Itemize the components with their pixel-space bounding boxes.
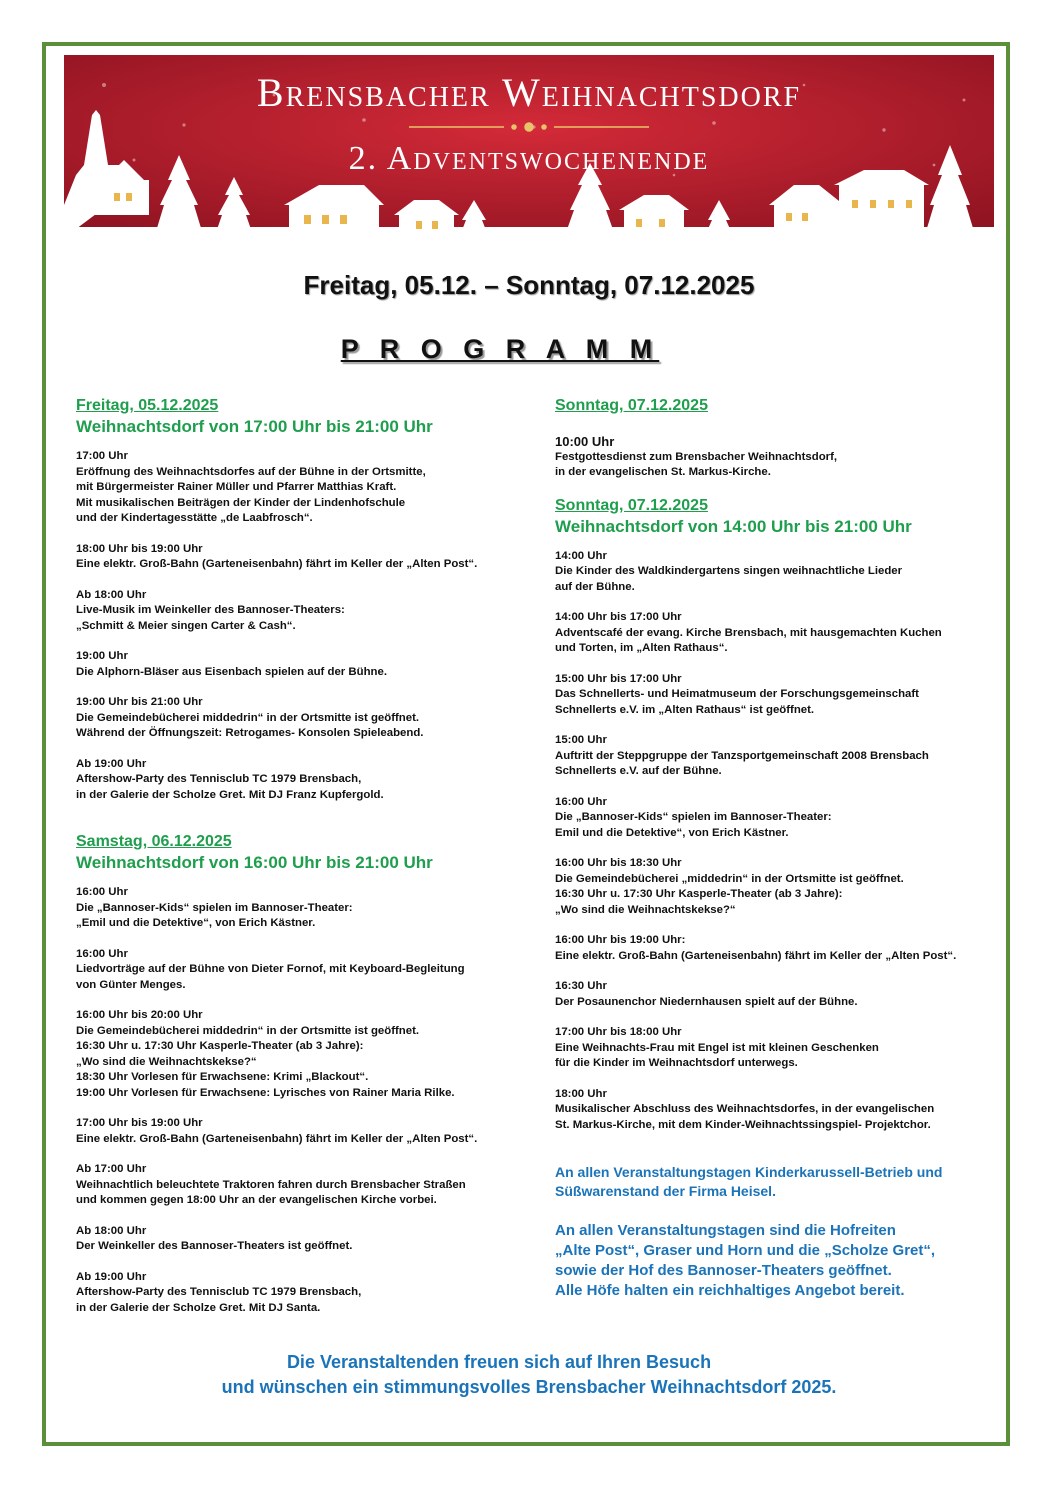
- closing-message: [0, 1350, 1058, 1400]
- entry-text: 16:30 Uhr u. 17:30 Uhr Kasperle-Theater (ab 3 Jahre):: [76, 1040, 364, 1052]
- entry-text: Aftershow-Party des Tennisclub TC 1979 Brensbach,: [76, 1286, 362, 1298]
- friday-hours: Weihnachtsdorf von 17:00 Uhr bis 21:00 Uhr: [76, 417, 433, 436]
- entry-time: 15:00 Uhr bis 17:00 Uhr: [555, 672, 682, 685]
- entry-text: Schnellerts e.V. auf der Bühne.: [555, 765, 722, 777]
- entry-text: und Torten, im „Alten Rathaus“.: [555, 642, 728, 654]
- entry-text: für die Kinder im Weihnachtsdorf unterwegs.: [555, 1057, 798, 1069]
- closing-line-2: und wünschen ein stimmungsvolles Brensbacher Weihnachtsdorf 2025.: [221, 1377, 837, 1397]
- sunday-service-heading: [555, 395, 1005, 416]
- left-column: [76, 395, 536, 1316]
- entry-text: Schnellerts e.V. im „Alten Rathaus“ ist geöffnet.: [555, 703, 815, 716]
- entry-text: „Wo sind die Weihnachtskekse?“: [555, 903, 736, 916]
- entry-text: Während der Öffnungszeit: Retrogames- Konsolen Spieleabend.: [76, 727, 424, 739]
- program-title: P R O G R A M M: [340, 334, 660, 364]
- friday-heading: [76, 395, 536, 437]
- entry-text: Die „Bannoser-Kids“ spielen im Bannoser-Theater:: [76, 901, 353, 914]
- entry-text: Weihnachtlich beleuchtete Traktoren fahren durch Brensbacher Straßen: [76, 1178, 466, 1191]
- entry-time: 14:00 Uhr bis 17:00 Uhr: [555, 611, 682, 623]
- saturday-date: Samstag, 06.12.2025: [76, 833, 232, 850]
- friday-entry: [76, 542, 536, 573]
- entry-text: 19:00 Uhr Vorlesen für Erwachsene: Lyrisches von Rainer Maria Rilke.: [76, 1086, 455, 1099]
- entry-text: Aftershow-Party des Tennisclub TC 1979 Brensbach,: [76, 773, 362, 785]
- entry-text: Die Gemeindebücherei „middedrin“ in der Ortsmitte ist geöffnet.: [555, 872, 904, 885]
- entry-text: Die Kinder des Waldkindergartens singen weihnachtliche Lieder: [555, 565, 903, 577]
- entry-text: Mit musikalischen Beiträgen der Kinder der Lindenhofschule: [76, 496, 406, 509]
- entry-text: Adventscafé der evang. Kirche Brensbach, mit hausgemachten Kuchen: [555, 626, 942, 639]
- friday-entry: [76, 649, 536, 680]
- sunday-entry: [555, 979, 1005, 1010]
- sunday-entry: [555, 856, 1005, 918]
- entry-time: 16:00 Uhr bis 20:00 Uhr: [76, 1009, 203, 1021]
- spacer: [76, 803, 536, 831]
- entry-text: Musikalischer Abschluss des Weihnachtsdorfes, in der evangelischen: [555, 1103, 935, 1115]
- saturday-entry: [76, 1008, 536, 1101]
- entry-text: Die „Bannoser-Kids“ spielen im Bannoser-Theater:: [555, 811, 832, 823]
- sunday-entry: [555, 672, 1005, 719]
- spacer: [555, 481, 1005, 495]
- entry-text: „Emil und die Detektive“, von Erich Kästner.: [76, 917, 316, 929]
- entry-text: Das Schnellerts- und Heimatmuseum der Forschungsgemeinschaft: [555, 688, 919, 700]
- saturday-entry: [76, 1270, 536, 1317]
- entry-text: Festgottesdienst zum Brensbacher Weihnachtsdorf,: [555, 450, 838, 463]
- entry-text: von Günter Menges.: [76, 978, 186, 991]
- sunday-entry: [555, 549, 1005, 596]
- entry-text: mit Bürgermeister Rainer Müller und Pfarrer Matthias Kraft.: [76, 481, 397, 493]
- banner-subtitle: 2. Adventswochenende: [348, 140, 710, 177]
- entry-text: auf der Bühne.: [555, 580, 635, 593]
- entry-text: in der evangelischen St. Markus-Kirche.: [555, 466, 771, 478]
- entry-time: 16:30 Uhr: [555, 980, 607, 992]
- banner-title: Brensbacher Weihnachtsdorf: [256, 70, 802, 115]
- right-column: [555, 395, 1005, 1301]
- entry-time: 16:00 Uhr bis 18:30 Uhr: [555, 857, 682, 869]
- entry-text: „Wo sind die Weihnachtskekse?“: [76, 1055, 257, 1068]
- sunday-entry: [555, 1025, 1005, 1072]
- sunday-heading: [555, 495, 1005, 537]
- friday-date: Freitag, 05.12.2025: [76, 397, 219, 414]
- entry-text: Die Gemeindebücherei middedrin“ in der Ortsmitte ist geöffnet.: [76, 711, 420, 724]
- entry-text: und kommen gegen 18:00 Uhr an der evangelischen Kirche vorbei.: [76, 1194, 437, 1206]
- entry-text: Live-Musik im Weinkeller des Bannoser-Theaters:: [76, 604, 345, 616]
- date-range: Freitag, 05.12. – Sonntag, 07.12.2025: [303, 270, 755, 300]
- sunday-service-entry: [555, 434, 1005, 481]
- saturday-hours: Weihnachtsdorf von 16:00 Uhr bis 21:00 Uhr: [76, 853, 433, 872]
- sunday-service-date: Sonntag, 07.12.2025: [555, 397, 708, 414]
- entry-time: Ab 17:00 Uhr: [76, 1163, 147, 1175]
- entry-time: 10:00 Uhr: [555, 434, 615, 449]
- entry-text: in der Galerie der Scholze Gret. Mit DJ Santa.: [76, 1301, 321, 1314]
- friday-entry: [76, 695, 536, 742]
- entry-text: Eine elektr. Groß-Bahn (Garteneisenbahn) fährt im Keller der „Alten Post“.: [555, 949, 957, 962]
- entry-time: 16:00 Uhr: [76, 886, 128, 898]
- saturday-entry: [76, 1224, 536, 1255]
- notice-text: Süßwarenstand der Firma Heisel.: [555, 1183, 776, 1199]
- entry-text: Eröffnung des Weihnachtsdorfes auf der Bühne in der Ortsmitte,: [76, 465, 426, 478]
- friday-entry: [76, 588, 536, 635]
- entry-text: Eine elektr. Groß-Bahn (Garteneisenbahn) fährt im Keller der „Alten Post“.: [76, 558, 478, 570]
- notice-carousel: [555, 1163, 1005, 1201]
- entry-text: in der Galerie der Scholze Gret. Mit DJ Franz Kupfergold.: [76, 788, 384, 801]
- entry-time: 18:00 Uhr bis 19:00 Uhr: [76, 542, 203, 555]
- entry-text: St. Markus-Kirche, mit dem Kinder-Weihnachtssingspiel- Projektchor.: [555, 1118, 931, 1131]
- sunday-hours: Weihnachtsdorf von 14:00 Uhr bis 21:00 Uhr: [555, 516, 912, 536]
- notice-courtyards: [555, 1221, 1005, 1301]
- entry-time: 16:00 Uhr: [555, 795, 607, 808]
- entry-text: Auftritt der Steppgruppe der Tanzsportgemeinschaft 2008 Brensbach: [555, 749, 929, 762]
- sunday-date: Sonntag, 07.12.2025: [555, 496, 708, 514]
- entry-text: 16:30 Uhr u. 17:30 Uhr Kasperle-Theater (ab 3 Jahre):: [555, 888, 843, 900]
- sunday-entry: [555, 1087, 1005, 1134]
- entry-time: Ab 19:00 Uhr: [76, 757, 147, 770]
- saturday-entry: [76, 1116, 536, 1147]
- saturday-heading: [76, 831, 536, 873]
- notice-text: An allen Veranstaltungstagen Kinderkarussell-Betrieb und: [555, 1164, 943, 1180]
- entry-text: Eine Weihnachts-Frau mit Engel ist mit kleinen Geschenken: [555, 1041, 879, 1054]
- entry-text: und der Kindertagesstätte „de Laabfrosch“.: [76, 512, 313, 524]
- notice-text: An allen Veranstaltungstagen sind die Hofreiten: [555, 1222, 896, 1239]
- entry-text: Die Gemeindebücherei middedrin“ in der Ortsmitte ist geöffnet.: [76, 1024, 420, 1037]
- entry-time: 18:00 Uhr: [555, 1087, 607, 1100]
- entry-text: Die Alphorn-Bläser aus Eisenbach spielen auf der Bühne.: [76, 665, 387, 678]
- entry-time: 19:00 Uhr bis 21:00 Uhr: [76, 696, 203, 708]
- entry-time: 15:00 Uhr: [555, 734, 607, 746]
- friday-entry: [76, 449, 536, 527]
- entry-text: „Schmitt & Meier singen Carter & Cash“.: [76, 619, 296, 632]
- entry-time: 17:00 Uhr: [76, 450, 128, 462]
- saturday-entry: [76, 1162, 536, 1209]
- saturday-entry: [76, 947, 536, 994]
- notice-text: sowie der Hof des Bannoser-Theaters geöffnet.: [555, 1262, 892, 1279]
- entry-text: Der Posaunenchor Niedernhausen spielt auf der Bühne.: [555, 995, 858, 1008]
- sunday-entry: [555, 933, 1005, 964]
- entry-time: 19:00 Uhr: [76, 650, 128, 662]
- entry-time: 16:00 Uhr: [76, 947, 128, 960]
- saturday-entry: [76, 885, 536, 932]
- notice-text: „Alte Post“, Graser und Horn und die „Scholze Gret“,: [555, 1242, 936, 1259]
- closing-line-1: Die Veranstaltenden freuen sich auf Ihren Besuch: [286, 1352, 712, 1372]
- header-banner: [64, 55, 994, 238]
- entry-time: 17:00 Uhr bis 19:00 Uhr: [76, 1117, 203, 1129]
- entry-time: 16:00 Uhr bis 19:00 Uhr:: [555, 934, 686, 946]
- entry-text: Der Weinkeller des Bannoser-Theaters ist geöffnet.: [76, 1240, 353, 1252]
- entry-time: Ab 18:00 Uhr: [76, 1224, 147, 1237]
- entry-text: Eine elektr. Groß-Bahn (Garteneisenbahn) fährt im Keller der „Alten Post“.: [76, 1132, 478, 1145]
- entry-time: 14:00 Uhr: [555, 549, 607, 562]
- entry-text: Liedvorträge auf der Bühne von Dieter Fornof, mit Keyboard-Begleitung: [76, 963, 465, 975]
- sunday-entry: [555, 610, 1005, 657]
- notice-text: Alle Höfe halten ein reichhaltiges Angebot bereit.: [555, 1282, 905, 1299]
- sunday-entry: [555, 795, 1005, 842]
- entry-time: Ab 18:00 Uhr: [76, 588, 147, 601]
- entry-time: Ab 19:00 Uhr: [76, 1270, 147, 1283]
- friday-entry: [76, 757, 536, 804]
- entry-text: 18:30 Uhr Vorlesen für Erwachsene: Krimi „Blackout“.: [76, 1071, 369, 1083]
- sunday-entry: [555, 733, 1005, 780]
- entry-text: Emil und die Detektive“, von Erich Kästner.: [555, 826, 789, 839]
- entry-time: 17:00 Uhr bis 18:00 Uhr: [555, 1026, 682, 1038]
